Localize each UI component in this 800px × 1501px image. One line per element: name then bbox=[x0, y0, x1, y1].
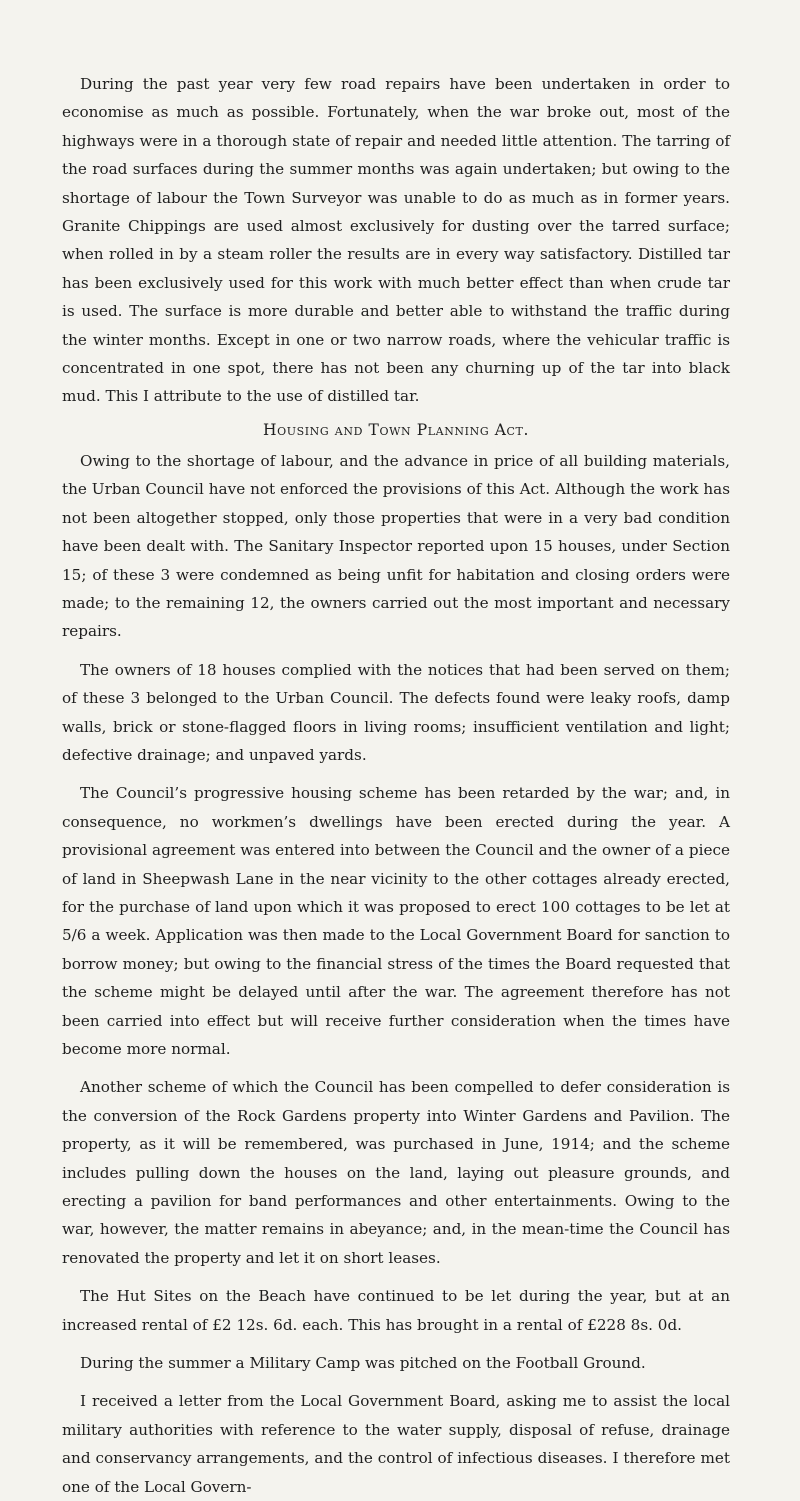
paragraph-housing-act: Owing to the shortage of labour, and the advance in price of all building materials, the Urban Council have not enforced the provisions of this Act. Although the work has not been altogether stopped, only those properties that were in a very bad condition have been dealt with. The Sanitary Inspector reported upon 15 houses, under Section 15; of these 3 were condemned as being unfit for habitation and closing orders were made; to the remaining 12, the owners carried out the most important and necessary repairs. bbox=[62, 451, 730, 641]
paragraph-road-repairs: During the past year very few road repairs have been undertaken in order to economise as much as possible. Fortunately, when the war broke out, most of the highways were in a thorough state of repair and needed little attention. The tarring of the road surfaces during the summer months was again undertaken; but owing to the shortage of labour the Town Surveyor was unable to do as much as in former years. Granite Chippings are used almost exclusively for dusting over the tarred surface; when rolled in by a steam roller the results are in every way satisfactory. Distilled tar has been exclusively used for this work with much better effect than when crude tar is used. The surface is more durable and better able to withstand the traffic during the winter months. Except in one or two narrow roads, where the vehicular traffic is concentrated in one spot, there has not been any churning up of the tar into black mud. This I attribute to the use of distilled tar. bbox=[62, 75, 730, 406]
paragraph-owners-complied: The owners of 18 houses complied with the notices that had been served on them; of these 3 belonged to the Urban Council. The defects found were leaky roofs, damp walls, brick or stone-flagged floors in living rooms; insufficient ventilation and light; defective drainage; and unpaved yards. bbox=[62, 660, 730, 764]
paragraph-hut-sites: The Hut Sites on the Beach have continued to be let during the year, but at an increased rental of £2 12s. 6d. each. This has brought in a rental of £228 8s. 0d. bbox=[62, 1287, 730, 1334]
paragraph-housing-scheme: The Council’s progressive housing scheme has been retarded by the war; and, in consequence, no workmen’s dwellings have been erected during the year. A provisional agreement was entered into between the Council and the owner of a piece of land in Sheepwash Lane in the near vicinity to the other cottages already erected, for the purchase of land upon which it was proposed to erect 100 cottages to be let at 5/6 a week. Application was then made to the Local Government Board for sanction to borrow money; but owing to the financial stress of the times the Board requested that the scheme might be delayed until after the war. The agreement therefore has not been carried into effect but will receive further consideration when the times have become more normal. bbox=[62, 784, 730, 1058]
paragraph-lgb-letter: I received a letter from the Local Government Board, asking me to assist the local military authorities with reference to the water supply, disposal of refuse, drainage and conservancy arrangements, and the control of infectious diseases. I therefore met one of the Local Govern- bbox=[62, 1392, 730, 1496]
paragraph-rock-gardens: Another scheme of which the Council has been compelled to defer consideration is the conversion of the Rock Gardens property into Winter Gardens and Pavilion. The property, as it will be remembered, was purchased in June, 1914; and the scheme includes pulling down the houses on the land, laying out pleasure grounds, and erecting a pavilion for band performances and other entertainments. Owing to the war, however, the matter remains in abeyance; and, in the mean-time the Council has renovated the property and let it on short leases. bbox=[62, 1078, 730, 1267]
paragraph-military-camp: During the summer a Military Camp was pitched on the Football Ground. bbox=[80, 1354, 646, 1373]
section-heading-housing-act: Housing and Town Planning Act. bbox=[262, 420, 530, 439]
